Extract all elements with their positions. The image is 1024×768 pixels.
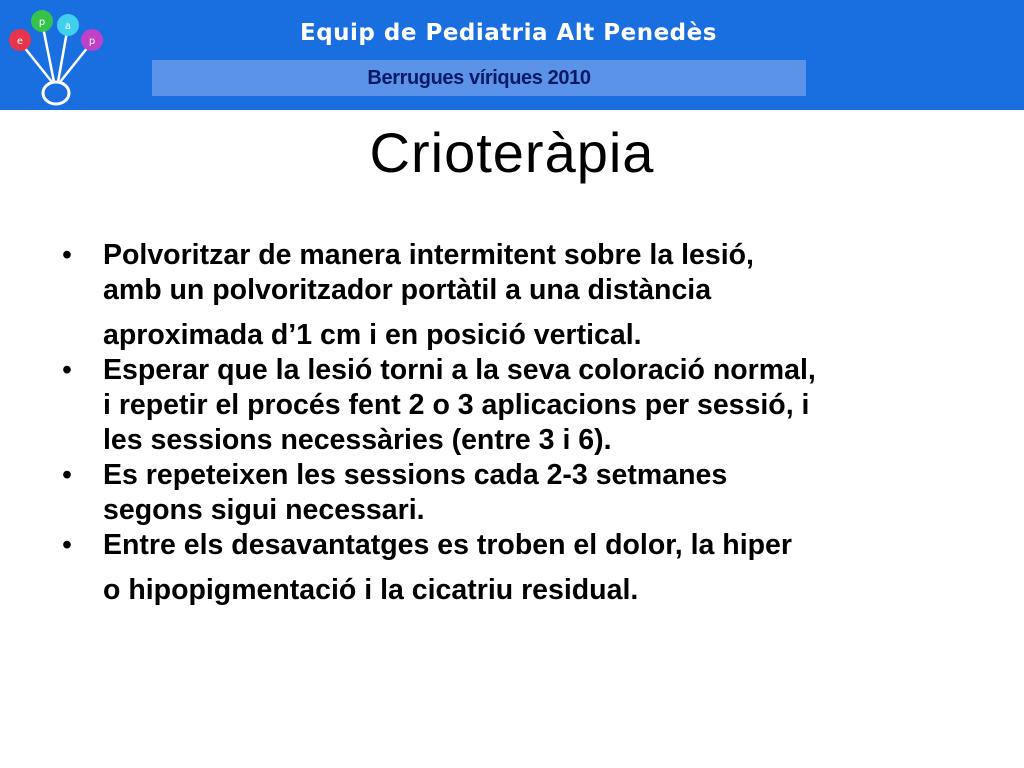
bullet-item bbox=[62, 458, 982, 528]
header-bar bbox=[0, 0, 1024, 110]
logo-letter: e bbox=[16, 36, 24, 47]
bullet-dot-icon: • bbox=[62, 529, 72, 561]
bullet-list bbox=[62, 238, 982, 608]
logo-letter: p bbox=[38, 17, 46, 28]
bullet-item bbox=[62, 238, 982, 353]
bullet-line: Entre els desavantatges es troben el dolor, la hiper bbox=[103, 529, 792, 561]
bullet-dot-icon: • bbox=[62, 459, 72, 491]
bullet-item bbox=[62, 353, 982, 458]
header-title: Equip de Pediatria Alt Penedès bbox=[300, 20, 717, 46]
logo-letter: p bbox=[88, 36, 96, 47]
header-subtitle-bar bbox=[152, 60, 806, 96]
header-subtitle: Berrugues víriques 2010 bbox=[367, 66, 591, 89]
bullet-line: segons sigui necessari. bbox=[103, 494, 425, 526]
bullet-line: i repetir el procés fent 2 o 3 aplicacions per sessió, i bbox=[103, 389, 810, 421]
bullet-line: Es repeteixen les sessions cada 2-3 setmanes bbox=[103, 459, 728, 491]
bullet-line: Polvoritzar de manera intermitent sobre la lesió, bbox=[103, 239, 754, 271]
bullet-line: o hipopigmentació i la cicatriu residual. bbox=[103, 574, 639, 606]
slide-title: Crioteràpia bbox=[369, 121, 655, 184]
bullet-item bbox=[62, 528, 982, 608]
bullet-dot-icon: • bbox=[62, 354, 72, 386]
bullet-line: les sessions necessàries (entre 3 i 6). bbox=[103, 424, 612, 456]
bullet-dot-icon: • bbox=[62, 239, 72, 271]
logo bbox=[0, 0, 110, 110]
bullet-line: Esperar que la lesió torni a la seva coloració normal, bbox=[103, 354, 816, 386]
bullet-line: aproximada d’1 cm i en posició vertical. bbox=[103, 319, 642, 351]
logo-letter: a bbox=[64, 21, 72, 32]
balloons-logo-icon bbox=[0, 0, 110, 110]
bullet-line: amb un polvoritzador portàtil a una distància bbox=[103, 274, 712, 306]
